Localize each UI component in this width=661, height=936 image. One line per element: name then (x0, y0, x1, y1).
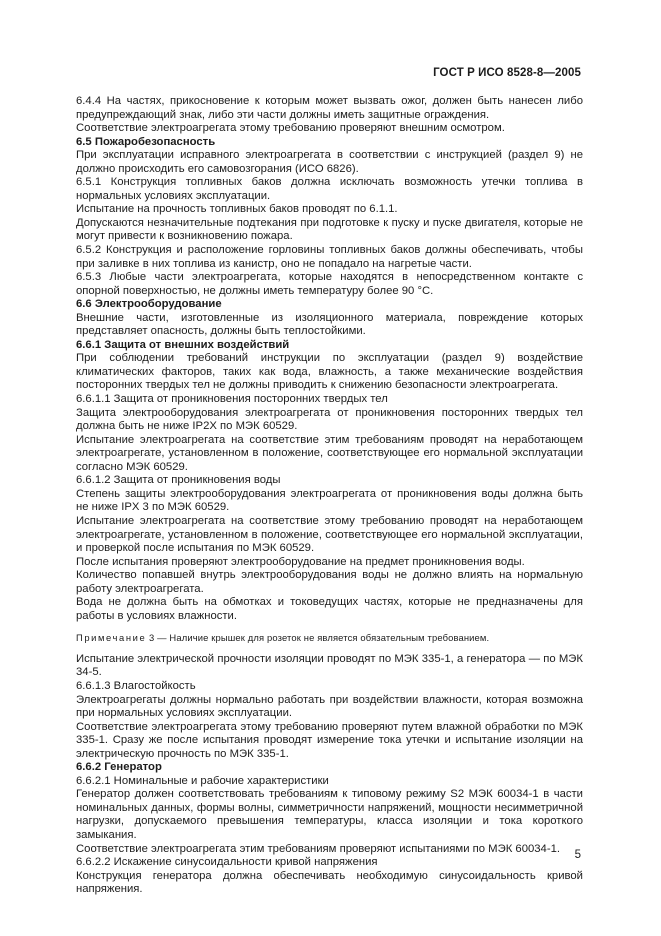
paragraph: Испытание электрической прочности изоляции проводят по МЭК 335-1, а генератора — по МЭК 34-5. (76, 652, 583, 679)
section-heading: 6.6.1 Защита от внешних воздействий (76, 338, 290, 351)
paragraph: Соответствие электроагрегата этому требованию проверяют путем влажной обработки по МЭК 335-1. Сразу же после испытания проводят измерение тока утечки и испытание изоляции на электрическую прочность по МЭК 335-1. (76, 720, 583, 760)
paragraph: 6.4.4 На частях, прикосновение к которым может вызвать ожог, должен быть нанесен либо предупреждающий знак, либо эти части должны иметь защитные ограждения. (76, 95, 583, 121)
paragraph: Вода не должна быть на обмотках и токоведущих частях, которые не предназначены для работы в условиях влажности. (76, 596, 583, 622)
note-label: Примечание (76, 632, 147, 644)
paragraph: Допускаются незначительные подтекания при подготовке к пуску и пуске двигателя, которые не могут привести к возникновению пожара. (76, 216, 583, 243)
paragraph: При соблюдении требований инструкции по эксплуатации (раздел 9) воздействие климатических факторов, таких как вода, влажность, а также механические воздействия посторонних твердых тел не должны приводить к снижению безопасности электроагрегата. (76, 352, 583, 392)
paragraph: Испытание электроагрегата на соответствие этому требованию проводят на неработающем электроагрегате, установленном в положение, соответствующее его нормальной эксплуатации, и проверкой после испытания по МЭК 60529. (76, 514, 583, 555)
note (76, 631, 583, 645)
paragraph: Степень защиты электрооборудования электроагрегата от проникновения воды должна быть не ниже IPX 3 по МЭК 60529. (76, 487, 583, 514)
subsection-heading: 6.6.2.2 Искажение синусоидальности кривой напряжения (76, 856, 378, 869)
paragraph: Электроагрегаты должны нормально работать при воздействии влажности, которая возможна при нормальных условиях эксплуатации. (76, 693, 583, 720)
paragraph: 6.5.2 Конструкция и расположение горловины топливных баков должны обеспечивать, чтобы при заливке в них топлива из канистр, оно не попадало на нагретые части. (76, 244, 583, 270)
subsection-heading: 6.6.2.1 Номинальные и рабочие характеристики (76, 774, 329, 787)
subsection-heading: 6.6.1.1 Защита от проникновения посторонних твердых тел (76, 393, 388, 406)
paragraph: После испытания проверяют электрооборудование на предмет проникновения воды. (76, 555, 525, 568)
paragraph: Генератор должен соответствовать требованиям к типовому режиму S2 МЭК 60034-1 в части номинальных данных, формы волны, симметричности напряжений, мощности несимметричной нагрузки, допускаемого превышения температуры, класса изоляции и тока короткого замыкания. (76, 788, 583, 841)
paragraph: Количество попавшей внутрь электрооборудования воды не должно влиять на нормальную работу электроагрегата. (76, 569, 583, 595)
standard-header: ГОСТ Р ИСО 8528-8—2005 (433, 67, 581, 79)
paragraph: Конструкция генератора должна обеспечивать необходимую синусоидальность кривой напряжения. (76, 869, 583, 896)
paragraph: Соответствие электроагрегата этим требованиям проверяют испытаниями по МЭК 60034-1. (76, 842, 561, 855)
paragraph: Испытание электроагрегата на соответствие этим требованиям проводят на неработающем электроагрегате, установленном в положение, соответствующее его нормальной эксплуатации согласно МЭК 60529. (76, 433, 583, 473)
paragraph: 6.5.3 Любые части электроагрегата, которые находятся в непосредственном контакте с опорной поверхностью, не должны иметь температуру более 90 °С. (76, 271, 583, 297)
subsection-heading: 6.6.1.3 Влагостойкость (76, 679, 196, 692)
subsection-heading: 6.6.1.2 Защита от проникновения воды (76, 474, 281, 487)
document-body (76, 95, 583, 897)
paragraph: Испытание на прочность топливных баков проводят по 6.1.1. (76, 203, 398, 216)
paragraph: 6.5.1 Конструкция топливных баков должна исключать возможность утечки топлива в нормальных условиях эксплуатации. (76, 176, 583, 202)
paragraph: Соответствие электроагрегата этому требованию проверяют внешним осмотром. (76, 122, 505, 135)
paragraph: При эксплуатации исправного электроагрегата в соответствии с инструкцией (раздел 9) не должно происходить его самовозгорания (ИСО 6826). (76, 149, 583, 175)
section-heading: 6.5 Пожаробезопасность (76, 135, 216, 148)
paragraph: Внешние части, изготовленные из изоляционного материала, повреждение которых представляет опасность, должны быть теплостойкими. (76, 311, 583, 338)
note-text: 3 — Наличие крышек для розеток не является обязательным требованием. (146, 632, 490, 644)
paragraph: Защита электрооборудования электроагрегата от проникновения посторонних твердых тел должна быть не ниже IP2X по МЭК 60529. (76, 406, 583, 433)
section-heading: 6.6 Электрооборудование (76, 298, 222, 311)
section-heading: 6.6.2 Генератор (76, 761, 162, 774)
page-number: 5 (574, 849, 581, 861)
